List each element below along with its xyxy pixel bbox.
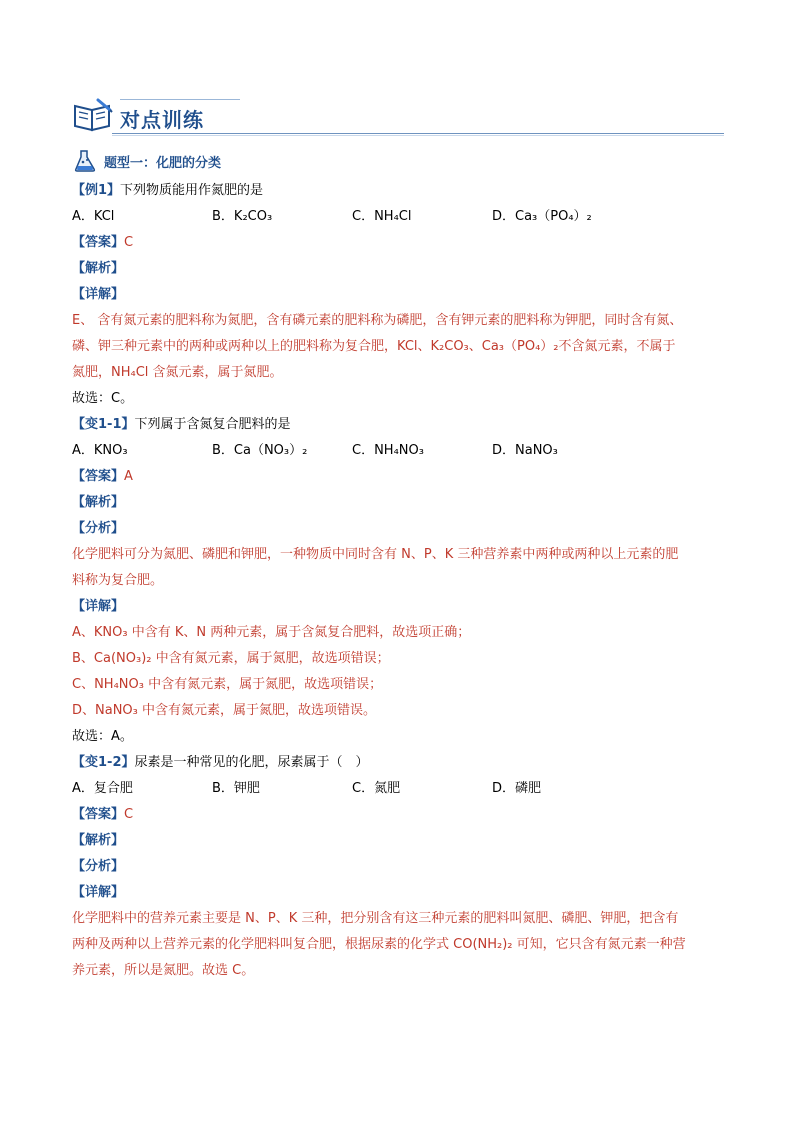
detail-label: 【详解】 (72, 885, 125, 900)
option-b: B．钾肥 (212, 781, 260, 796)
answer-value: C (124, 807, 134, 822)
option-d: D．Ca₃（PO₄）₂ (492, 209, 592, 224)
question-3-options (72, 776, 724, 802)
option-c: C．NH₄Cl (352, 209, 412, 224)
detail-line: E、 含有氮元素的肥料称为氮肥，含有磷元素的肥料称为磷肥，含有钾元素的肥料称为钾肥，同时含有氮、 (72, 313, 683, 328)
question-1-options (72, 204, 724, 230)
analysis-label: 【解析】 (72, 833, 125, 848)
fenxi-label: 【分析】 (72, 859, 125, 874)
detail-line: C、NH₄NO₃ 中含有氮元素，属于氮肥，故选项错误； (72, 677, 383, 692)
question-2-tag: 【变1-1】 (72, 417, 135, 432)
question-1-detail (72, 308, 724, 386)
question-2-text: 下列属于含氮复合肥料的是 (134, 417, 291, 432)
answer-value: A (124, 469, 133, 484)
section-header (72, 96, 724, 136)
question-3-answer (72, 802, 724, 828)
header-rule (112, 133, 724, 134)
option-a: A．复合肥 (72, 781, 133, 796)
question-3-detail (72, 906, 724, 984)
option-a: A．KNO₃ (72, 443, 128, 458)
question-1-answer (72, 230, 724, 256)
fenxi-line: 料称为复合肥。 (72, 573, 164, 588)
option-c: C．NH₄NO₃ (352, 443, 424, 458)
option-d: D．磷肥 (492, 781, 542, 796)
flask-icon (72, 149, 98, 173)
answer-value: C (124, 235, 134, 250)
detail-line: 磷、钾三种元素中的两种或两种以上的肥料称为复合肥，KCl、K₂CO₃、Ca₃（PO₄）₂不含氮元素，不属于 (72, 339, 676, 354)
answer-label: 【答案】 (72, 235, 125, 250)
question-2-detail (72, 620, 724, 724)
option-d: D．NaNO₃ (492, 443, 558, 458)
question-1-conclusion: 故选：C。 (72, 391, 134, 406)
analysis-label: 【解析】 (72, 261, 125, 276)
detail-line: 两种及两种以上营养元素的化学肥料叫复合肥，根据尿素的化学式 CO(NH₂)₂ 可知，它只含有氮元素一种营 (72, 937, 686, 952)
book-icon (72, 98, 114, 132)
fenxi-label: 【分析】 (72, 521, 125, 536)
detail-line: 氮肥，NH₄Cl 含氮元素，属于氮肥。 (72, 365, 283, 380)
detail-label: 【详解】 (72, 599, 125, 614)
detail-line: 化学肥料中的营养元素主要是 N、P、K 三种，把分别含有这三种元素的肥料叫氮肥、磷肥、钾肥，把含有 (72, 911, 679, 926)
question-3-stem (72, 750, 724, 776)
detail-line: A、KNO₃ 中含有 K、N 两种元素，属于含氮复合肥料，故选项正确； (72, 625, 471, 640)
detail-line: B、Ca(NO₃)₂ 中含有氮元素，属于氮肥，故选项错误； (72, 651, 390, 666)
question-2-fenxi (72, 542, 724, 594)
question-type-heading (72, 148, 724, 174)
option-b: B．Ca（NO₃）₂ (212, 443, 308, 458)
detail-label: 【详解】 (72, 287, 125, 302)
header-rule-top (120, 99, 240, 100)
content (72, 148, 724, 984)
question-1-stem (72, 178, 724, 204)
option-b: B．K₂CO₃ (212, 209, 273, 224)
analysis-label: 【解析】 (72, 495, 125, 510)
option-a: A．KCl (72, 209, 115, 224)
question-3-tag: 【变1-2】 (72, 755, 135, 770)
section-title: 对点训练 (120, 108, 204, 132)
question-1-text: 下列物质能用作氮肥的是 (120, 183, 264, 198)
question-1-tag: 【例1】 (72, 183, 121, 198)
header-rule-light (112, 135, 724, 136)
fenxi-line: 化学肥料可分为氮肥、磷肥和钾肥，一种物质中同时含有 N、P、K 三种营养素中两种或两种以上元素的肥 (72, 547, 679, 562)
question-3-text: 尿素是一种常见的化肥，尿素属于（ ） (134, 755, 369, 770)
question-2-options (72, 438, 724, 464)
detail-line: D、NaNO₃ 中含有氮元素，属于氮肥，故选项错误。 (72, 703, 377, 718)
question-type-label: 题型一：化肥的分类 (104, 155, 222, 171)
answer-label: 【答案】 (72, 807, 125, 822)
detail-line: 养元素，所以是氮肥。故选 C。 (72, 963, 255, 978)
question-2-stem (72, 412, 724, 438)
question-2-answer (72, 464, 724, 490)
option-c: C．氮肥 (352, 781, 401, 796)
question-2-conclusion: 故选：A。 (72, 729, 133, 744)
answer-label: 【答案】 (72, 469, 125, 484)
